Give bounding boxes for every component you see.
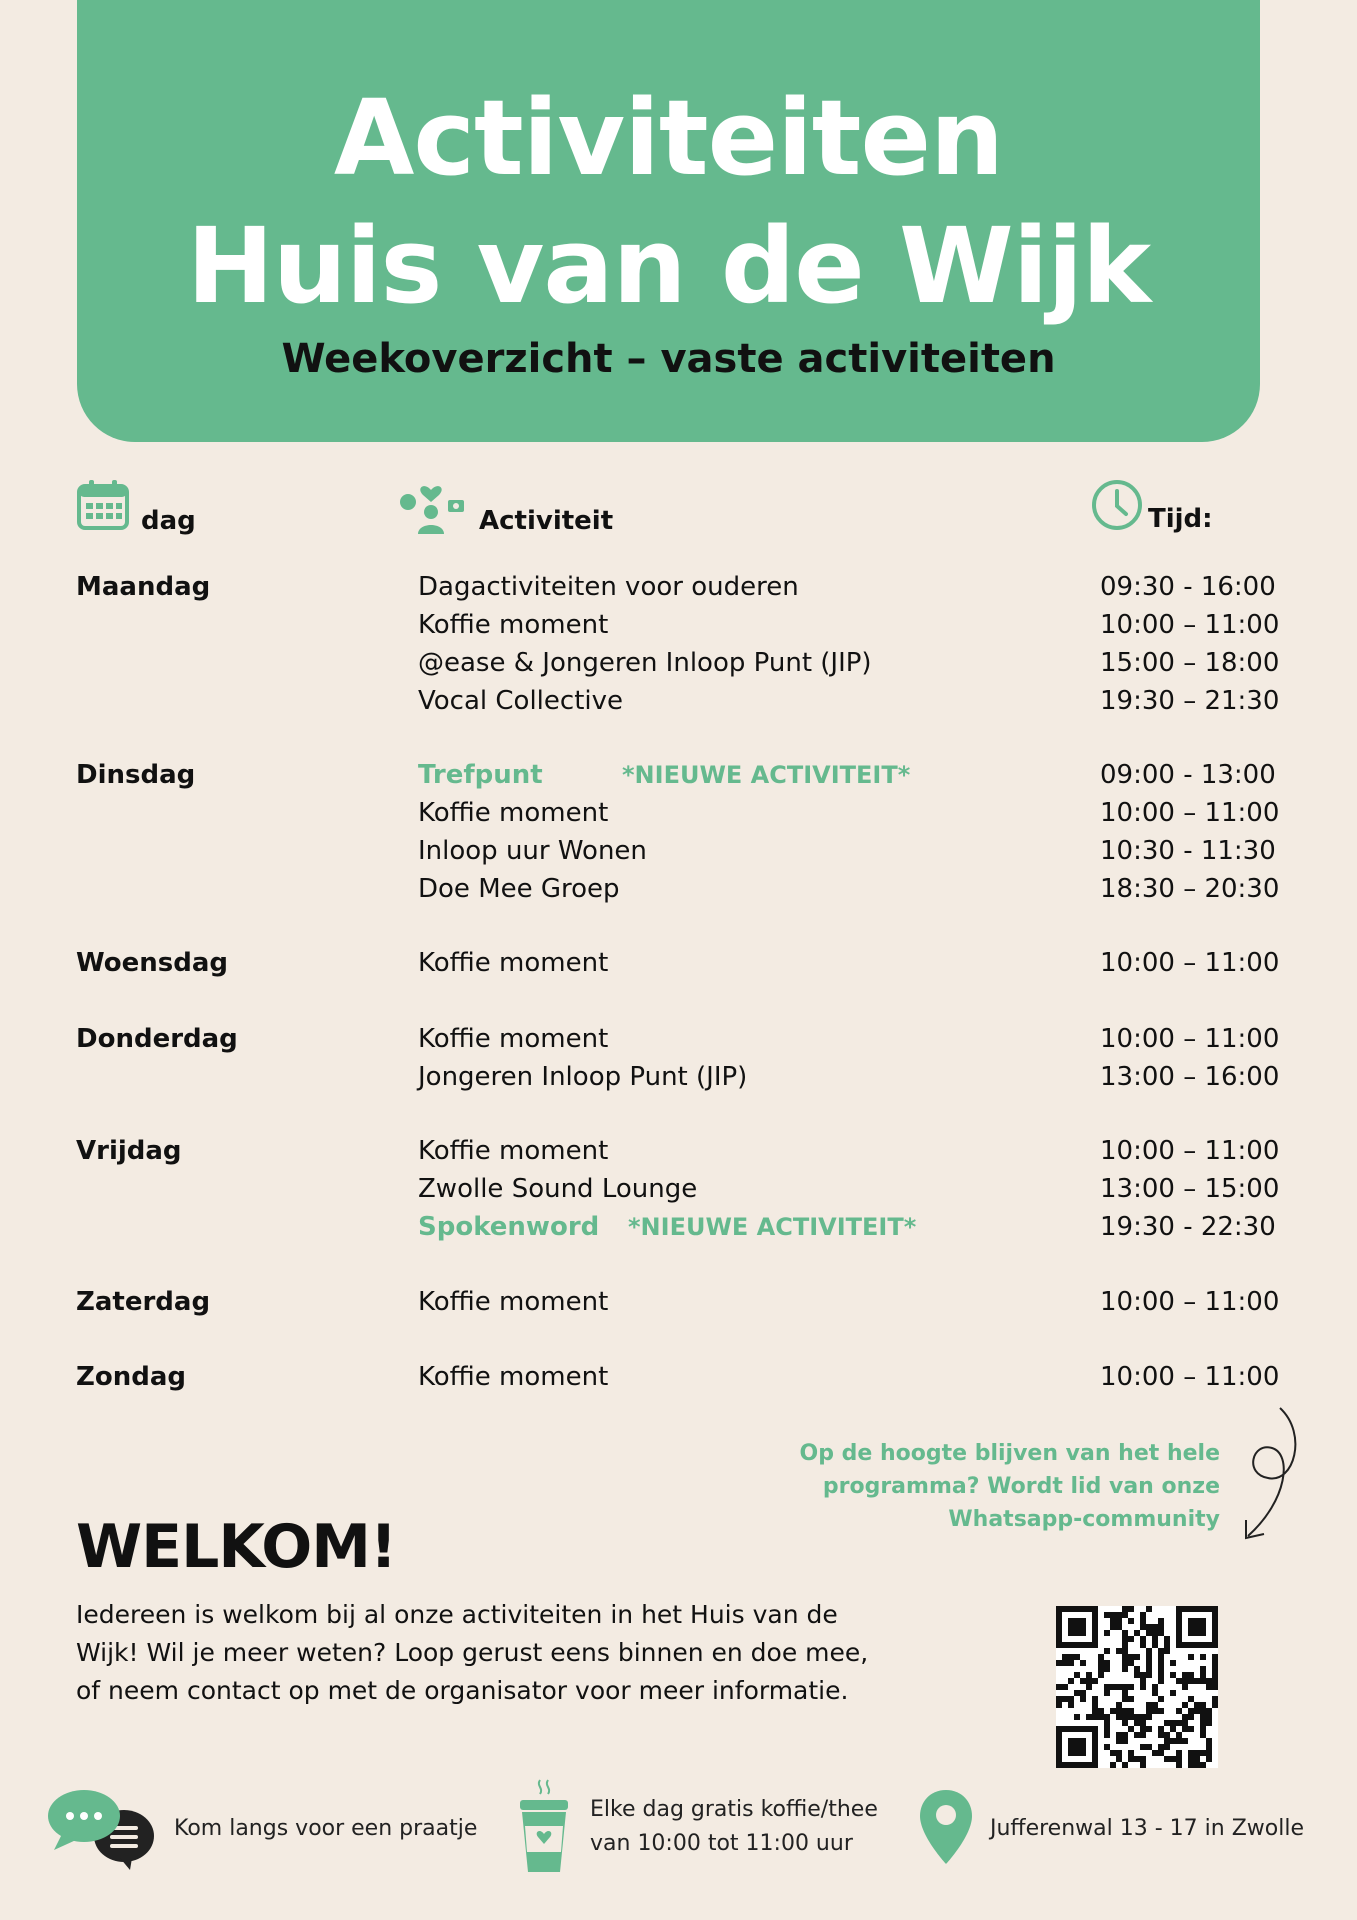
promo-line: Whatsapp-community [948, 1507, 1220, 1532]
page-subtitle: Weekoverzicht – vaste activiteiten [281, 336, 1056, 382]
activity-icon [396, 476, 466, 534]
page-title-line1: Activiteiten [333, 77, 1004, 199]
time: 10:30 - 11:30 [1100, 836, 1276, 866]
activity: Koffie moment [418, 798, 609, 828]
activity-new: Spokenword [418, 1212, 600, 1242]
column-header-day: dag [141, 506, 196, 536]
day-label: Maandag [76, 572, 211, 602]
time: 13:00 – 15:00 [1100, 1174, 1280, 1204]
activity: Inloop uur Wonen [418, 836, 647, 866]
activity: Koffie moment [418, 1362, 609, 1392]
welcome-line: Wijk! Wil je meer weten? Loop gerust eens binnen en doe mee, [76, 1638, 869, 1667]
activity: Koffie moment [418, 610, 609, 640]
activity: Vocal Collective [418, 686, 623, 716]
location-pin-icon [918, 1788, 974, 1866]
welcome-text [76, 1596, 876, 1710]
new-activity-badge: *NIEUWE ACTIVITEIT* [628, 1213, 917, 1241]
time: 19:30 – 21:30 [1100, 686, 1280, 716]
time: 10:00 – 11:00 [1100, 948, 1280, 978]
day-label: Donderdag [76, 1024, 238, 1054]
coffee-cup-icon [514, 1778, 574, 1874]
time: 10:00 – 11:00 [1100, 1362, 1280, 1392]
footer-address: Jufferenwal 13 - 17 in Zwolle [990, 1816, 1304, 1841]
new-activity-badge: *NIEUWE ACTIVITEIT* [622, 761, 911, 789]
time: 10:00 – 11:00 [1100, 1136, 1280, 1166]
day-label: Vrijdag [76, 1136, 182, 1166]
time: 09:30 - 16:00 [1100, 572, 1276, 602]
promo-line: programma? Wordt lid van onze [822, 1474, 1220, 1499]
chat-bubbles-icon [44, 1786, 156, 1870]
page-title-line2: Huis van de Wijk [186, 205, 1151, 327]
qr-code[interactable] [1056, 1606, 1218, 1768]
activity: Koffie moment [418, 1287, 609, 1317]
activity: @ease & Jongeren Inloop Punt (JIP) [418, 648, 872, 678]
day-label: Woensdag [76, 948, 229, 978]
activity: Doe Mee Groep [418, 874, 620, 904]
welcome-line: Iedereen is welkom bij al onze activiteiten in het Huis van de [76, 1600, 838, 1629]
column-header-time: Tijd: [1148, 504, 1213, 534]
column-header-activity: Activiteit [479, 506, 614, 536]
welcome-line: of neem contact op met de organisator voor meer informatie. [76, 1676, 849, 1705]
arrow-icon [1228, 1404, 1308, 1546]
activity-new: Trefpunt [418, 760, 543, 790]
activity: Koffie moment [418, 1136, 609, 1166]
time: 19:30 - 22:30 [1100, 1212, 1276, 1242]
activity: Dagactiviteiten voor ouderen [418, 572, 799, 602]
time: 13:00 – 16:00 [1100, 1062, 1280, 1092]
day-label: Zaterdag [76, 1287, 211, 1317]
activity: Zwolle Sound Lounge [418, 1174, 698, 1204]
time: 09:00 - 13:00 [1100, 760, 1276, 790]
time: 10:00 – 11:00 [1100, 1287, 1280, 1317]
time: 18:30 – 20:30 [1100, 874, 1280, 904]
activity: Jongeren Inloop Punt (JIP) [418, 1062, 748, 1092]
header-banner [77, 0, 1260, 442]
footer-coffee-line: van 10:00 tot 11:00 uur [590, 1831, 853, 1856]
time: 10:00 – 11:00 [1100, 798, 1280, 828]
time: 15:00 – 18:00 [1100, 648, 1280, 678]
day-label: Dinsdag [76, 760, 196, 790]
footer-coffee-text [590, 1793, 878, 1861]
footer-coffee-line: Elke dag gratis koffie/thee [590, 1797, 878, 1822]
welcome-heading: WELKOM! [76, 1512, 397, 1582]
activity: Koffie moment [418, 1024, 609, 1054]
day-label: Zondag [76, 1362, 186, 1392]
time: 10:00 – 11:00 [1100, 1024, 1280, 1054]
time: 10:00 – 11:00 [1100, 610, 1280, 640]
clock-icon [1090, 478, 1144, 532]
calendar-icon [76, 478, 130, 532]
activity: Koffie moment [418, 948, 609, 978]
whatsapp-promo [800, 1437, 1220, 1536]
promo-line: Op de hoogte blijven van het hele [799, 1441, 1220, 1466]
footer-chat-text: Kom langs voor een praatje [174, 1816, 478, 1841]
